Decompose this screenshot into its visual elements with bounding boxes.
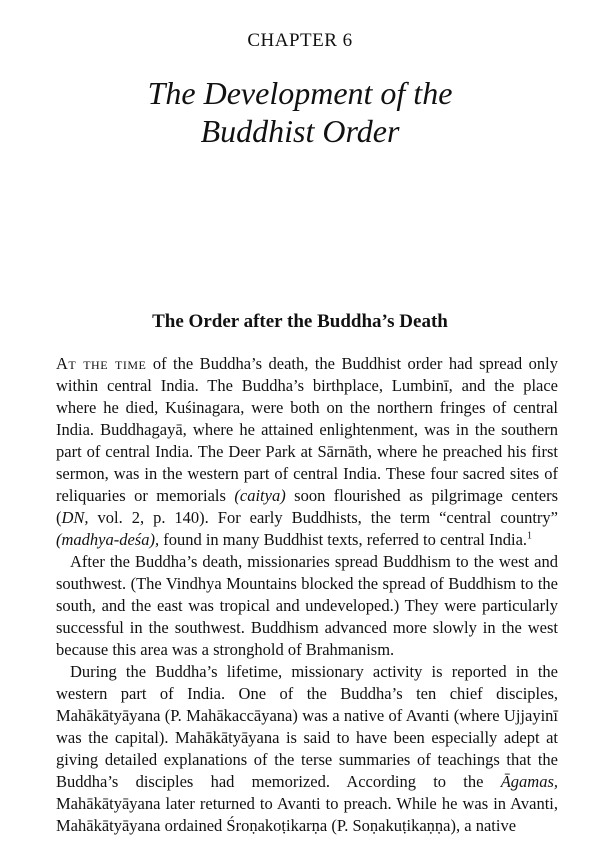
footnote-marker: 1	[527, 530, 533, 542]
paragraph-1-text-4: found in many Buddhist texts, referred to central India.	[159, 530, 528, 549]
paragraph-1-term-madhya-desa: (madhya-deśa),	[56, 530, 160, 549]
paragraph-1-text-2: soon flourished as pilgrimage centers (	[56, 486, 558, 527]
paragraph-2: After the Buddha’s death, missionaries spread Buddhism to the west and southwest. (The Vindhya Mountains blocked the spread of Buddhism to the south, and the east was tropical and undeveloped.) They were particularly successful in the southwest. Buddhism advanced more slowly in the west because this area was a stronghold of Brahmanism.	[56, 552, 558, 659]
paragraph-1-citation-dn: DN,	[61, 508, 89, 527]
chapter-title	[0, 74, 600, 150]
body-text	[56, 353, 558, 837]
paragraph-3-text-2: Mahākātyāyana later returned to Avanti to preach. While he was in Avanti, Mahākātyāyana ordained Śroṇakoṭikarṇa (P. Soṇakuṭikaṇṇa), a native	[56, 794, 558, 835]
paragraph-1-lead: At the time	[56, 354, 147, 373]
chapter-title-line-1: The Development of the	[147, 75, 453, 111]
paragraph-3-term-agamas: Āgamas,	[500, 772, 558, 791]
section-heading: The Order after the Buddha’s Death	[152, 311, 448, 332]
paragraph-1-text-3: vol. 2, p. 140). For early Buddhists, the term “central country”	[88, 508, 558, 527]
paragraph-3-text-1: During the Buddha’s lifetime, missionary activity is reported in the western part of India. One of the Buddha’s ten chief disciples, Mahākātyāyana (P. Mahākaccāyana) was a native of Avanti (where Ujjayinī was the capital). Mahākātyāyana is said to have been especially adept at giving detailed explanations of the terse summaries of teachings that the Buddha’s disciples had memorized. According to the	[56, 662, 558, 791]
paragraph-3	[56, 661, 558, 837]
chapter-title-line-2: Buddhist Order	[200, 113, 400, 149]
paragraph-1-term-caitya: (caitya)	[234, 486, 286, 505]
paragraph-1-text-1: of the Buddha’s death, the Buddhist order had spread only within central India. The Buddha’s birthplace, Lumbinī, and the place where he died, Kuśinagara, were both on the northern fringes of central India. Buddhagayā, where he attained enlightenment, was in the southern part of central India. The Deer Park at Sārnāth, where he preached his first sermon, was in the western part of central India. These four sacred sites of reliquaries or memorials	[56, 354, 558, 505]
paragraph-1	[56, 353, 558, 551]
chapter-label: CHAPTER 6	[247, 30, 353, 51]
